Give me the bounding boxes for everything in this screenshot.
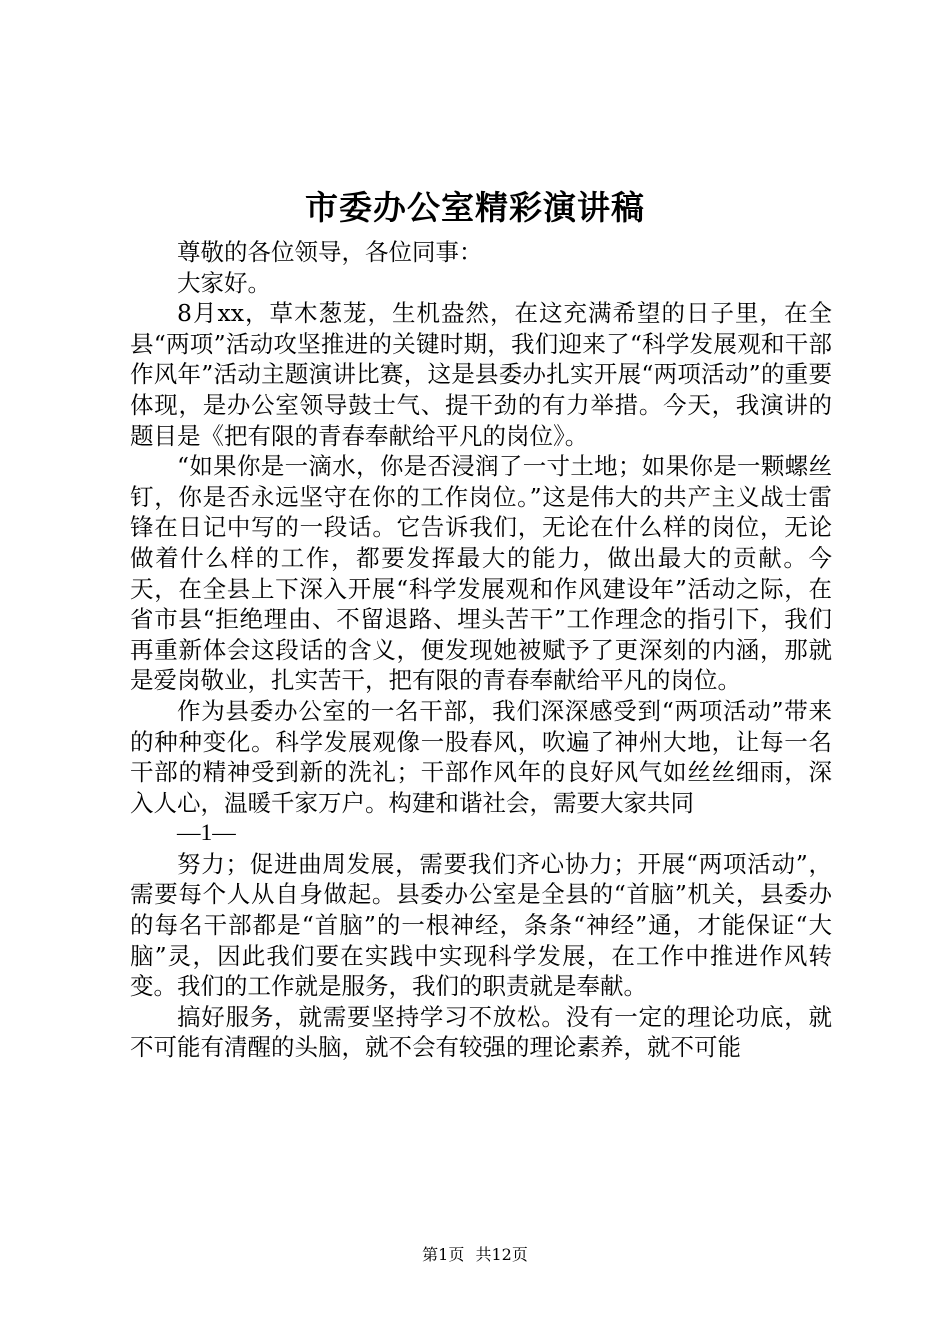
page-total: 共12页 (475, 1245, 528, 1264)
paragraph: 努力；促进曲周发展，需要我们齐心协力；开展“两项活动”，需要每个人从自身做起。县委办公室是全县的“首脑”机关，县委办的每名干部都是“首脑”的一根神经，条条“神经”通，才能保证“大脑”灵，因此我们要在实践中实现科学发展，在工作中推进作风转变。我们的工作就是服务，我们的职责就是奉献。 (130, 849, 832, 1001)
paragraph: 8月xx，草木葱茏，生机盎然，在这充满希望的日子里，在全县“两项”活动攻坚推进的关键时期，我们迎来了“科学发展观和干部作风年”活动主题演讲比赛，这是县委办扎实开展“两项活动”的重要体现，是办公室领导鼓士气、提干劲的有力举措。今天，我演讲的题目是《把有限的青春奉献给平凡的岗位》。 (130, 299, 832, 450)
page-number: 第1页 (422, 1245, 465, 1264)
paragraph: 作为县委办公室的一名干部，我们深深感受到“两项活动”带来的种种变化。科学发展观像一股春风，吹遍了神州大地，让每一名干部的精神受到新的洗礼；干部作风年的良好风气如丝丝细雨，深入人心，温暖千家万户。构建和谐社会，需要大家共同 (130, 696, 832, 817)
inline-page-marker: —1— (177, 820, 236, 847)
salutation: 尊敬的各位领导，各位同事： (177, 238, 483, 266)
greeting: 大家好。 (177, 268, 271, 297)
page-footer (0, 1244, 950, 1266)
document-title: 市委办公室精彩演讲稿 (305, 188, 645, 227)
paragraph: “如果你是一滴水，你是否浸润了一寸土地；如果你是一颗螺丝钉，你是否永远坚守在你的工作岗位。”这是伟大的共产主义战士雷锋在日记中写的一段话。它告诉我们，无论在什么样的岗位，无论做着什么样的工作，都要发挥最大的能力，做出最大的贡献。今天，在全县上下深入开展“科学发展观和作风建设年”活动之际，在省市县“拒绝理由、不留退路、埋头苦干”工作理念的指引下，我们再重新体会这段话的含义，便发现她被赋予了更深刻的内涵，那就是爱岗敬业，扎实苦干，把有限的青春奉献给平凡的岗位。 (130, 452, 832, 695)
paragraph: 搞好服务，就需要坚持学习不放松。没有一定的理论功底，就不可能有清醒的头脑，就不会有较强的理论素养，就不可能 (130, 1002, 832, 1062)
document-body (130, 237, 832, 1063)
